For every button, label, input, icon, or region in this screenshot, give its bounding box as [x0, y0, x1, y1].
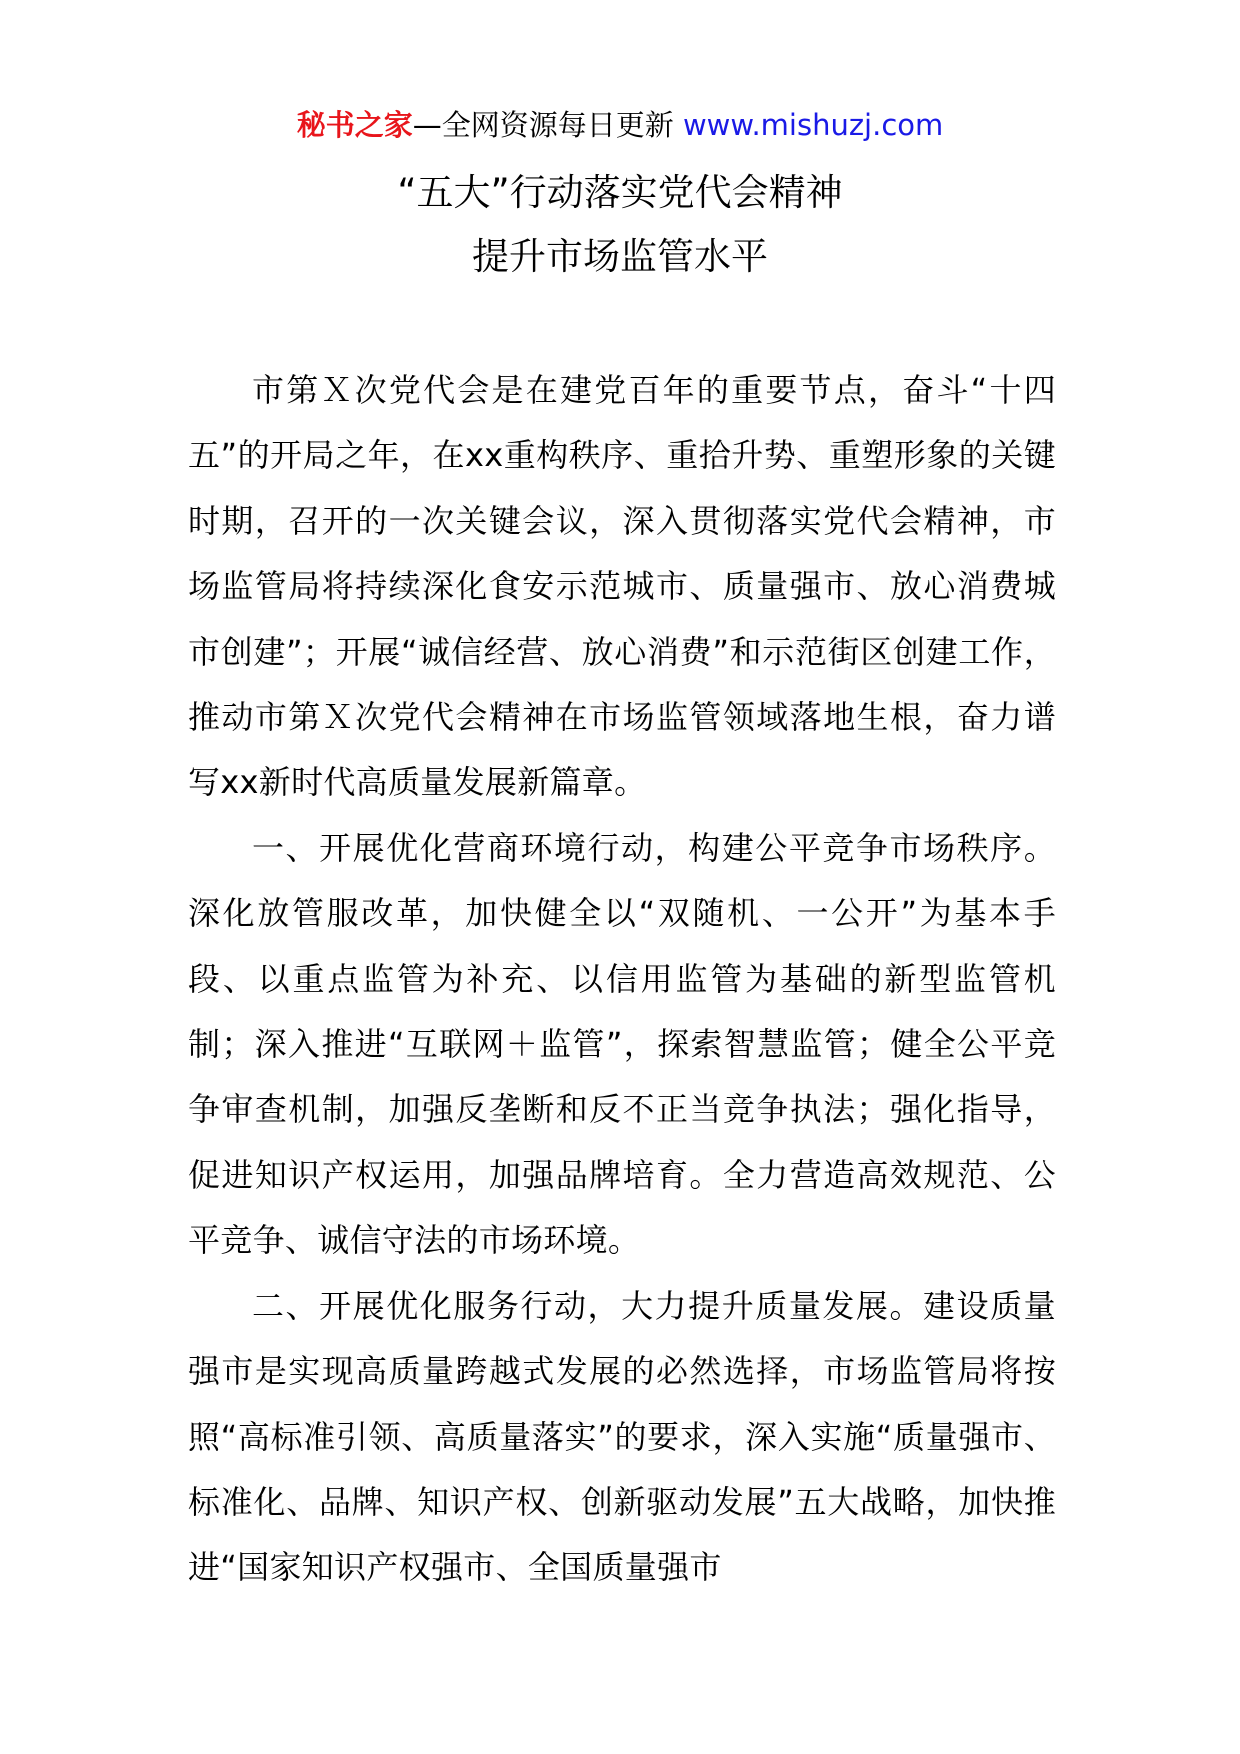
site-tagline: 全网资源每日更新: [441, 108, 683, 142]
intro-paragraph: 市第Ｘ次党代会是在建党百年的重要节点，奋斗“十四五”的开局之年，在xx重构秩序、重拾升势、重塑形象的关键时期，召开的一次关键会议，深入贯彻落实党代会精神，市场监管局将持续深化食安示范城市、质量强市、放心消费城市创建”；开展“诚信经营、放心消费”和示范街区创建工作，推动市第Ｘ次党代会精神在市场监管领域落地生根，奋力谱写xx新时代高质量发展新篇章。: [188, 371, 1056, 802]
site-url-link[interactable]: www.mishuzj.com: [682, 108, 944, 142]
section-1-heading: 一、开展优化营商环境行动，构建公平竞争市场秩序。: [252, 828, 1056, 867]
section-1-paragraph: [188, 816, 1056, 1274]
site-header: [0, 100, 1240, 150]
section-2-paragraph: [188, 1274, 1056, 1601]
header-separator: —: [412, 108, 442, 142]
site-brand: 秘书之家: [296, 108, 413, 142]
section-1-body: 深化放管服改革，加快健全以“双随机、一公开”为基本手段、以重点监管为补充、以信用监管为基础的新型监管机制；深入推进“互联网＋监管”，探索智慧监管；健全公平竞争审查机制，加强反垄断和反不正当竞争执法；强化指导，促进知识产权运用，加强品牌培育。全力营造高效规范、公平竞争、诚信守法的市场环境。: [188, 894, 1056, 1260]
section-2-body: 建设质量强市是实现高质量跨越式发展的必然选择，市场监管局将按照“高标准引领、高质量落实”的要求，深入实施“质量强市、标准化、品牌、知识产权、创新驱动发展”五大战略，加快推进“国家知识产权强市、全国质量强市: [188, 1286, 1056, 1587]
section-2-heading: 二、开展优化服务行动，大力提升质量发展。: [252, 1286, 924, 1325]
document-body: [188, 358, 1056, 1601]
document-title-line-2: 提升市场监管水平: [472, 235, 768, 278]
document-title-line-1: “五大”行动落实党代会精神: [397, 171, 843, 214]
